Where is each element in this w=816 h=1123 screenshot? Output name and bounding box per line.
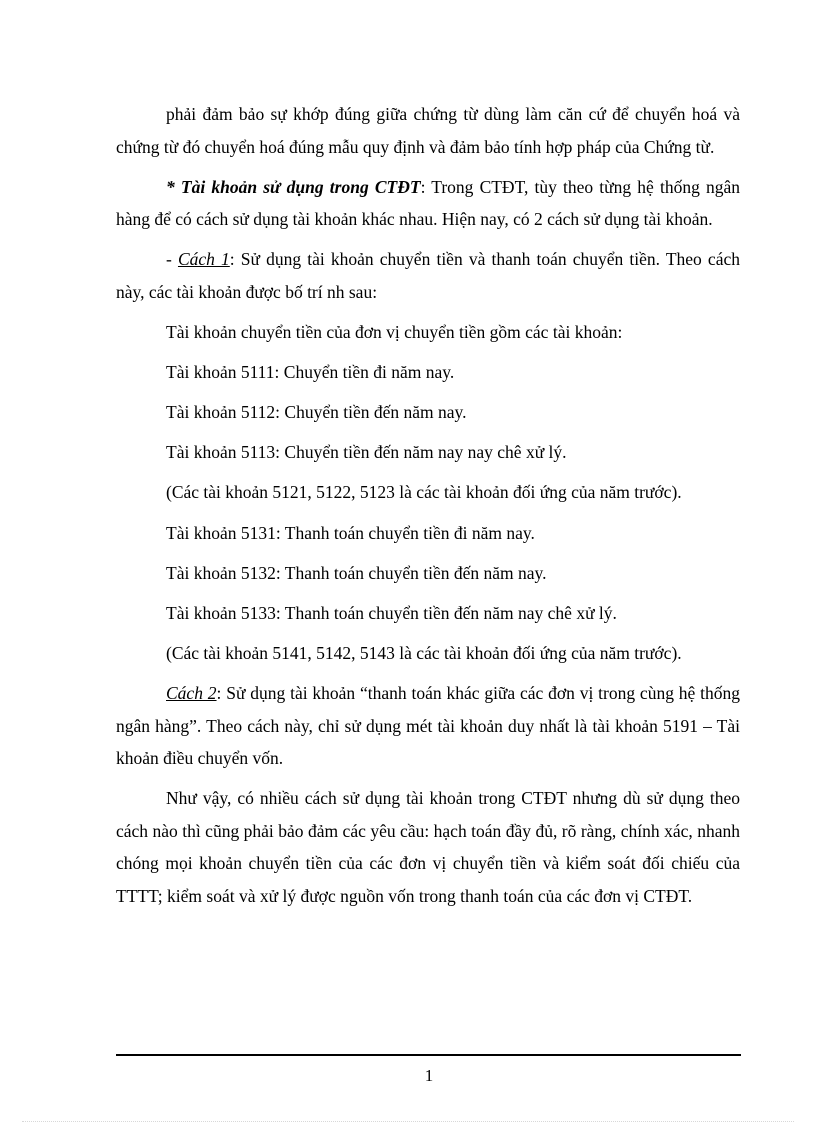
method-2-text: : Sử dụng tài khoản “thanh toán khác giữa các đơn vị trong cùng hệ thống ngân hàng”. Theo cách này, chỉ sử dụng mét tài khoản duy nhất là tài khoản 5191 – Tài khoản điều chuyển vốn. xyxy=(116,682,740,769)
list-item: Tài khoản 5113: Chuyển tiền đến năm nay nay chê xử lý. xyxy=(166,442,567,463)
paragraph-method-1 xyxy=(116,243,740,308)
list-item: Tài khoản 5131: Thanh toán chuyển tiền đi năm nay. xyxy=(166,522,535,543)
page-number: 1 xyxy=(424,1066,434,1085)
list-item: (Các tài khoản 5141, 5142, 5143 là các tài khoản đối ứng của năm trước). xyxy=(166,642,682,663)
paragraph-method-2 xyxy=(116,677,740,775)
method-2-label: Cách 2 xyxy=(166,682,217,703)
list-item: Tài khoản 5132: Thanh toán chuyển tiền đến năm nay. xyxy=(166,562,547,583)
document-body xyxy=(116,98,740,920)
list-item: Tài khoản 5111: Chuyển tiền đi năm nay. xyxy=(166,362,455,383)
list-item: (Các tài khoản 5121, 5122, 5123 là các tài khoản đối ứng của năm trước). xyxy=(166,482,682,503)
paragraph-conclusion xyxy=(116,782,740,912)
method-1-prefix: - xyxy=(166,249,178,270)
conclusion-text: Như vậy, có nhiều cách sử dụng tài khoản trong CTĐT nhưng dù sử dụng theo cách nào thì cũng phải bảo đảm các yêu cầu: hạch toán đầy đủ, rõ ràng, chính xác, nhanh chóng mọi khoản chuyển tiền của các đơn vị chuyển tiền và kiểm soát đối chiếu của TTTT; kiểm soát và xử lý được nguồn vốn trong thanh toán của các đơn vị CTĐT. xyxy=(116,788,740,906)
list-item: Tài khoản 5112: Chuyển tiền đến năm nay. xyxy=(166,402,467,423)
paragraph-1-text: phải đảm bảo sự khớp đúng giữa chứng từ dùng làm căn cứ để chuyển hoá và chứng từ đó chuyển hoá đúng mẫu quy định và đảm bảo tính hợp pháp của Chứng từ. xyxy=(116,104,740,157)
paragraph-1 xyxy=(116,98,740,163)
method-1-text: : Sử dụng tài khoản chuyển tiền và thanh toán chuyển tiền. Theo cách này, các tài khoản được bố trí nh sau: xyxy=(116,249,740,302)
page-bottom-border xyxy=(22,1121,794,1122)
section-heading-text: : Trong CTĐT, tùy theo từng hệ thống ngân hàng để có cách sử dụng tài khoản khác nhau. Hiện nay, có 2 cách sử dụng tài khoản. xyxy=(116,176,741,230)
section-heading: * Tài khoản sử dụng trong CTĐT xyxy=(166,176,421,197)
list-item: Tài khoản chuyển tiền của đơn vị chuyển tiền gồm các tài khoản: xyxy=(166,322,623,343)
footer-divider xyxy=(116,1054,741,1056)
list-item: Tài khoản 5133: Thanh toán chuyển tiền đến năm nay chê xử lý. xyxy=(166,602,617,623)
paragraph-accounts-heading xyxy=(116,171,740,236)
method-1-label: Cách 1 xyxy=(177,249,230,270)
